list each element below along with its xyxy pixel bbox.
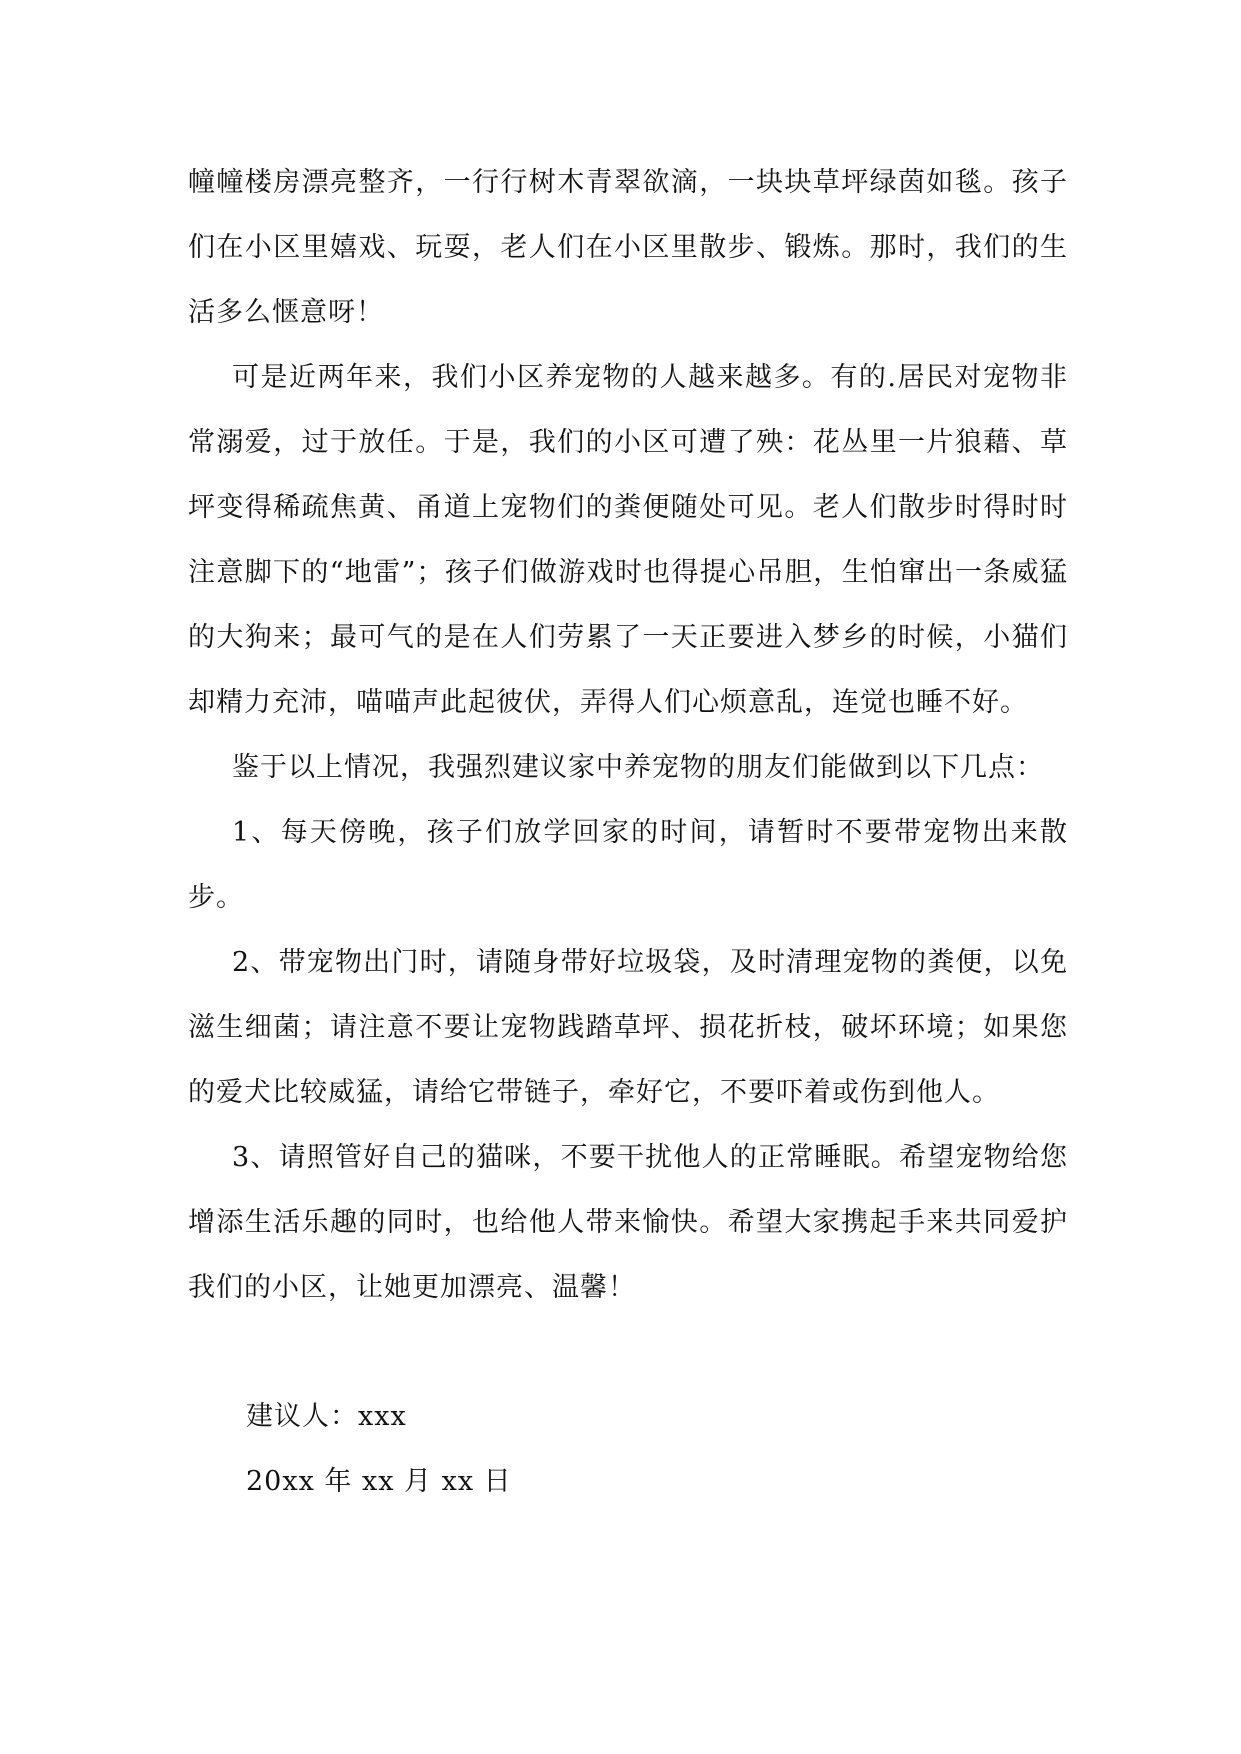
suggestion-item-1: 1、每天傍晚，孩子们放学回家的时间，请暂时不要带宠物出来散步。 [188, 817, 1068, 913]
paragraph-intro-scene: 幢幢楼房漂亮整齐，一行行树木青翠欲滴，一块块草坪绿茵如毯。孩子们在小区里嬉戏、玩耍，老人们在小区里散步、锻炼。那时，我们的生活多么惬意呀！ [188, 167, 1068, 328]
paragraph-suggestion-intro: 鉴于以上情况，我强烈建议家中养宠物的朋友们能做到以下几点： [232, 752, 1044, 783]
paragraph-problem-description: 可是近两年来，我们小区养宠物的人越来越多。有的.居民对宠物非常溺爱，过于放任。于是，我们的小区可遭了殃：花丛里一片狼藉、草坪变得稀疏焦黄、甬道上宠物们的粪便随处可见。老人们散步时得时时注意脚下的“地雷”；孩子们做游戏时也得提心吊胆，生怕窜出一条威猛的大狗来；最可气的是在人们劳累了一天正要进入梦乡的时候，小猫们却精力充沛，喵喵声此起彼伏，弄得人们心烦意乱，连觉也睡不好。 [188, 362, 1068, 718]
suggestion-item-3: 3、请照管好自己的猫咪，不要干扰他人的正常睡眠。希望宠物给您增添生活乐趣的同时，也给他人带来愉快。希望大家携起手来共同爱护我们的小区，让她更加漂亮、温馨！ [188, 1142, 1068, 1303]
signature-date: 20xx 年 xx 月 xx 日 [246, 1466, 512, 1497]
letter-body [188, 150, 1068, 1320]
signature-proposer: 建议人：xxx [246, 1401, 407, 1432]
suggestion-item-2: 2、带宠物出门时，请随身带好垃圾袋，及时清理宠物的粪便，以免滋生细菌；请注意不要让宠物践踏草坪、损花折枝，破坏环境；如果您的爱犬比较威猛，请给它带链子，牵好它，不要吓着或伤到他人。 [188, 947, 1068, 1108]
